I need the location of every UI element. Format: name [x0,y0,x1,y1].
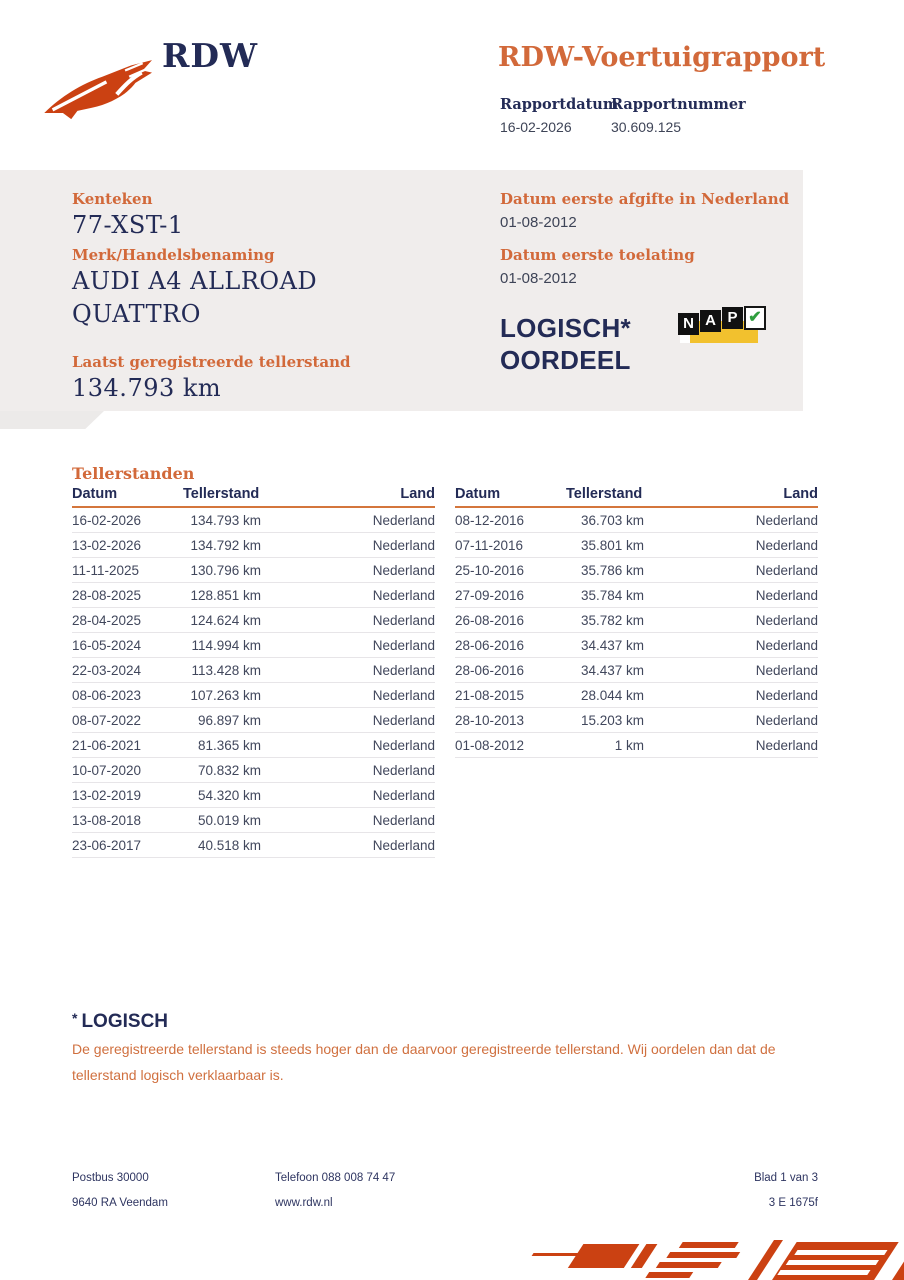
toelating-value: 01-08-2012 [500,270,577,287]
country-cell: Nederland [755,638,818,653]
date-cell: 11-11-2025 [72,563,140,578]
vehicle-summary-panel [0,170,803,411]
date-cell: 13-02-2019 [72,788,142,803]
odometer-cell: 96.897 km [197,713,261,728]
table-header [72,486,435,508]
odometer-cell: 35.801 km [580,538,644,553]
country-cell: Nederland [372,588,435,603]
country-cell: Nederland [372,738,435,753]
table-header [455,486,818,508]
country-cell: Nederland [755,613,818,628]
country-cell: Nederland [372,813,435,828]
country-cell: Nederland [372,513,435,528]
odometer-cell: 35.786 km [580,563,644,578]
odometer-cell: 134.793 km [190,513,261,528]
odometer-table-right [455,486,818,758]
country-cell: Nederland [755,538,818,553]
column-header-datum: Datum [455,486,501,502]
panel-corner-tab [0,411,104,429]
kenteken-label: Kenteken [72,190,153,208]
document-title: RDW-Voertuigrapport [498,42,826,73]
report-number-label: Rapportnummer [611,96,746,113]
report-date-value: 16-02-2026 [500,119,572,135]
table-row [455,733,818,758]
date-cell: 08-07-2022 [72,713,142,728]
oordeel-line1: LOGISCH* [500,313,631,343]
footer-form-code: 3 E 1675f [768,1197,818,1209]
odometer-cell: 70.832 km [197,763,261,778]
odometer-cell: 40.518 km [197,838,261,853]
table-row [455,608,818,633]
odometer-cell: 28.044 km [580,688,644,703]
odometer-cell: 36.703 km [580,513,644,528]
date-cell: 08-06-2023 [72,688,142,703]
odometer-cell: 107.263 km [190,688,261,703]
odometer-cell: 81.365 km [197,738,261,753]
table-row [72,808,435,833]
table-row [72,683,435,708]
table-row [455,658,818,683]
date-cell: 13-02-2026 [72,538,142,553]
table-row [455,683,818,708]
odometer-cell: 134.792 km [190,538,261,553]
column-header-tellerstand: Tellerstand [566,486,643,502]
table-row [455,708,818,733]
table-body [455,508,818,758]
odometer-cell: 35.782 km [580,613,644,628]
oordeel-line2: OORDEEL [500,345,631,375]
table-row [72,708,435,733]
rdw-wordmark: RDW [162,36,259,75]
odometer-cell: 50.019 km [197,813,261,828]
odometer-cell: 113.428 km [191,663,261,678]
table-row [455,558,818,583]
odometer-cell: 130.796 km [190,563,261,578]
table-row [72,758,435,783]
report-date-label: Rapportdatum [500,96,619,113]
date-cell: 21-06-2021 [72,738,142,753]
footnote-heading [72,1010,168,1033]
column-header-land: Land [400,486,435,502]
odometer-cell: 128.851 km [190,588,261,603]
odometer-cell: 114.994 km [191,638,261,653]
odometer-table-left [72,486,435,858]
footer-website: www.rdw.nl [275,1197,333,1209]
footer-address-line1: Postbus 30000 [72,1172,149,1184]
date-cell: 23-06-2017 [72,838,142,853]
country-cell: Nederland [372,713,435,728]
country-cell: Nederland [755,738,818,753]
country-cell: Nederland [755,588,818,603]
column-header-datum: Datum [72,486,118,502]
table-row [72,633,435,658]
table-row [72,508,435,533]
table-row [72,733,435,758]
date-cell: 26-08-2016 [455,613,525,628]
rdw-stripe-pattern-icon [512,1240,904,1280]
country-cell: Nederland [755,563,818,578]
date-cell: 16-02-2026 [72,513,142,528]
tellerstand-label: Laatst geregistreerde tellerstand [72,353,351,371]
country-cell: Nederland [372,563,435,578]
table-row [455,583,818,608]
column-header-land: Land [783,486,818,502]
rdw-wing-logo-icon [36,48,152,122]
nap-logo [678,306,764,348]
odometer-cell: 15.203 km [580,713,644,728]
odometer-cell: 54.320 km [197,788,261,803]
date-cell: 13-08-2018 [72,813,142,828]
date-cell: 28-06-2016 [455,638,525,653]
date-cell: 08-12-2016 [455,513,525,528]
date-cell: 28-08-2025 [72,588,142,603]
date-cell: 21-08-2015 [455,688,525,703]
report-meta [500,96,746,135]
tellerstanden-title: Tellerstanden [72,464,195,483]
date-cell: 22-03-2024 [72,663,142,678]
column-header-tellerstand: Tellerstand [183,486,260,502]
country-cell: Nederland [372,538,435,553]
date-cell: 16-05-2024 [72,638,142,653]
footer-address-line2: 9640 RA Veendam [72,1197,168,1209]
date-cell: 01-08-2012 [455,738,525,753]
nap-letter-p: P [722,307,743,329]
odometer-cell: 34.437 km [580,663,644,678]
country-cell: Nederland [372,838,435,853]
afgifte-value: 01-08-2012 [500,214,577,231]
nap-letter-a: A [700,310,721,332]
table-row [455,633,818,658]
table-row [72,533,435,558]
table-row [72,658,435,683]
table-row [72,558,435,583]
odometer-cell: 34.437 km [580,638,644,653]
country-cell: Nederland [372,663,435,678]
country-cell: Nederland [372,788,435,803]
table-row [72,608,435,633]
toelating-label: Datum eerste toelating [500,246,695,264]
report-number-block [611,96,746,135]
oordeel-verdict [500,312,631,376]
tellerstand-value: 134.793 km [72,374,222,402]
kenteken-value: 77-XST-1 [72,211,184,239]
table-row [72,783,435,808]
table-body [72,508,435,858]
table-row [455,508,818,533]
date-cell: 28-06-2016 [455,663,525,678]
table-row [455,533,818,558]
country-cell: Nederland [372,688,435,703]
report-date-block [500,96,619,135]
country-cell: Nederland [372,763,435,778]
nap-checkmark-icon: ✔ [744,306,766,330]
country-cell: Nederland [755,688,818,703]
merk-label: Merk/Handelsbenaming [72,246,275,264]
country-cell: Nederland [755,663,818,678]
date-cell: 07-11-2016 [455,538,524,553]
footer-page-indicator: Blad 1 van 3 [754,1172,818,1184]
nap-letter-n: N [678,313,699,335]
report-number-value: 30.609.125 [611,119,682,135]
footnote-text: De geregistreerde tellerstand is steeds hoger dan de daarvoor geregistreerde tellerstand. Wij oordelen dan dat de tellerstand logisch verklaarbaar is. [72,1041,776,1083]
country-cell: Nederland [372,638,435,653]
date-cell: 28-10-2013 [455,713,525,728]
afgifte-label: Datum eerste afgifte in Nederland [500,190,790,208]
date-cell: 10-07-2020 [72,763,142,778]
country-cell: Nederland [372,613,435,628]
footnote-title: LOGISCH [81,1011,169,1032]
footnote-asterisk: * [72,1010,78,1026]
country-cell: Nederland [755,713,818,728]
merk-value: AUDI A4 ALLROAD QUATTRO [72,267,318,328]
date-cell: 25-10-2016 [455,563,525,578]
country-cell: Nederland [755,513,818,528]
date-cell: 27-09-2016 [455,588,525,603]
odometer-cell: 1 km [614,738,644,753]
odometer-cell: 124.624 km [190,613,261,628]
table-row [72,583,435,608]
date-cell: 28-04-2025 [72,613,142,628]
odometer-cell: 35.784 km [580,588,644,603]
table-row [72,833,435,858]
footer-phone: Telefoon 088 008 74 47 [275,1172,396,1184]
